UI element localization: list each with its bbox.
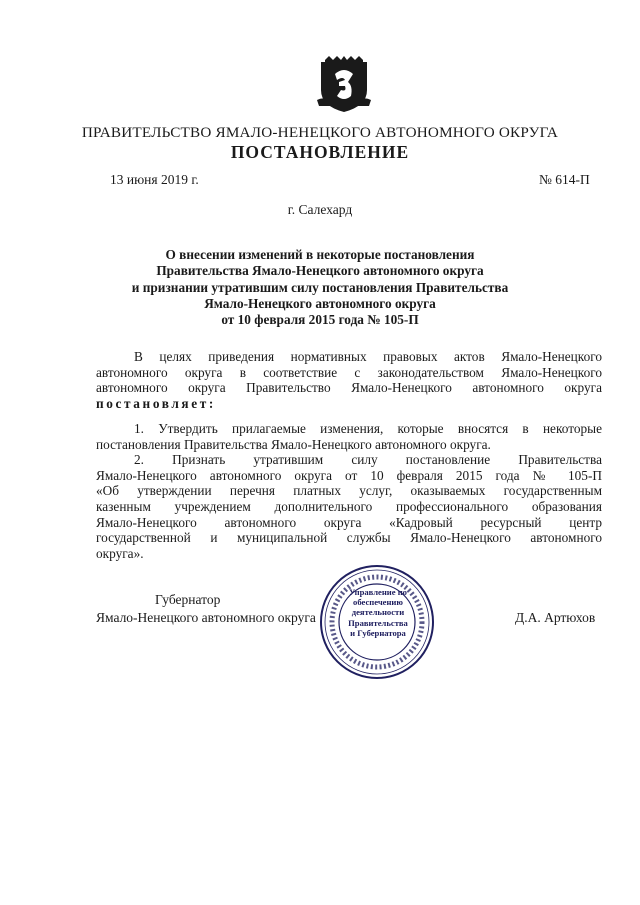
title-line: О внесении изменений в некоторые постановления <box>165 247 475 262</box>
stamp-line: Правительства <box>348 617 408 628</box>
text-line: 2. Признать утратившим силу постановление Правительства <box>134 452 602 468</box>
text-line: казенным учреждением дополнительного профессионального образования <box>96 498 602 514</box>
text-line: постановления Правительства Ямало-Ненецкого автономного округа. <box>96 436 491 452</box>
document-number: № 614-П <box>539 172 590 187</box>
decree-items <box>96 421 602 561</box>
text-line: автономного округа Правительство Ямало-Ненецкого автономного округа <box>96 380 602 396</box>
title-line: от 10 февраля 2015 года № 105-П <box>221 312 419 328</box>
text-line: Ямало-Ненецкого автономного округа от 10 февраля 2015 года № 105-П <box>96 467 602 483</box>
title-line: Ямало-Ненецкого автономного округа <box>204 295 436 311</box>
document-city: г. Салехард <box>287 202 353 217</box>
signer-region: Ямало-Ненецкого автономного округа <box>96 610 316 625</box>
title-line: Правительства Ямало-Ненецкого автономного округа <box>156 263 484 279</box>
stamp-line: обеспечению <box>353 597 403 608</box>
text-line: округа». <box>96 545 144 561</box>
emblem-icon <box>315 56 373 114</box>
decree-word: постановляет: <box>96 395 216 411</box>
text-line: 1. Утвердить прилагаемые изменения, которые вносятся в некоторые <box>134 421 602 436</box>
stamp-line: деятельности <box>351 607 405 618</box>
document-title <box>0 247 640 328</box>
text-line: Ямало-Ненецкого автономного округа «Кадровый ресурсный центр <box>96 514 602 530</box>
government-name: ПРАВИТЕЛЬСТВО ЯМАЛО-НЕНЕЦКОГО АВТОНОМНОГО ОКРУГА <box>81 124 559 141</box>
signer-position: Губернатор <box>155 592 221 607</box>
title-line: и признании утратившим силу постановления Правительства <box>131 279 509 295</box>
document-date: 13 июня 2019 г. <box>110 172 199 187</box>
stamp-text <box>342 587 414 638</box>
signer-name: Д.А. Артюхов <box>515 610 596 625</box>
text-line: государственной и муниципальной службы Ямало-Ненецкого автономного <box>96 530 602 546</box>
stamp-line: Управление по <box>349 587 407 597</box>
text-line: автономного округа в соответствие с законодательством Ямало-Ненецкого <box>96 364 602 380</box>
preamble-paragraph <box>96 349 602 411</box>
stamp-line: и Губернатора <box>350 627 406 638</box>
document-type: ПОСТАНОВЛЕНИЕ <box>230 142 410 162</box>
text-line: «Об утверждении перечня платных услуг, оказываемых государственным <box>96 483 602 499</box>
text-line: В целях приведения нормативных правовых актов Ямало-Ненецкого <box>134 349 602 364</box>
